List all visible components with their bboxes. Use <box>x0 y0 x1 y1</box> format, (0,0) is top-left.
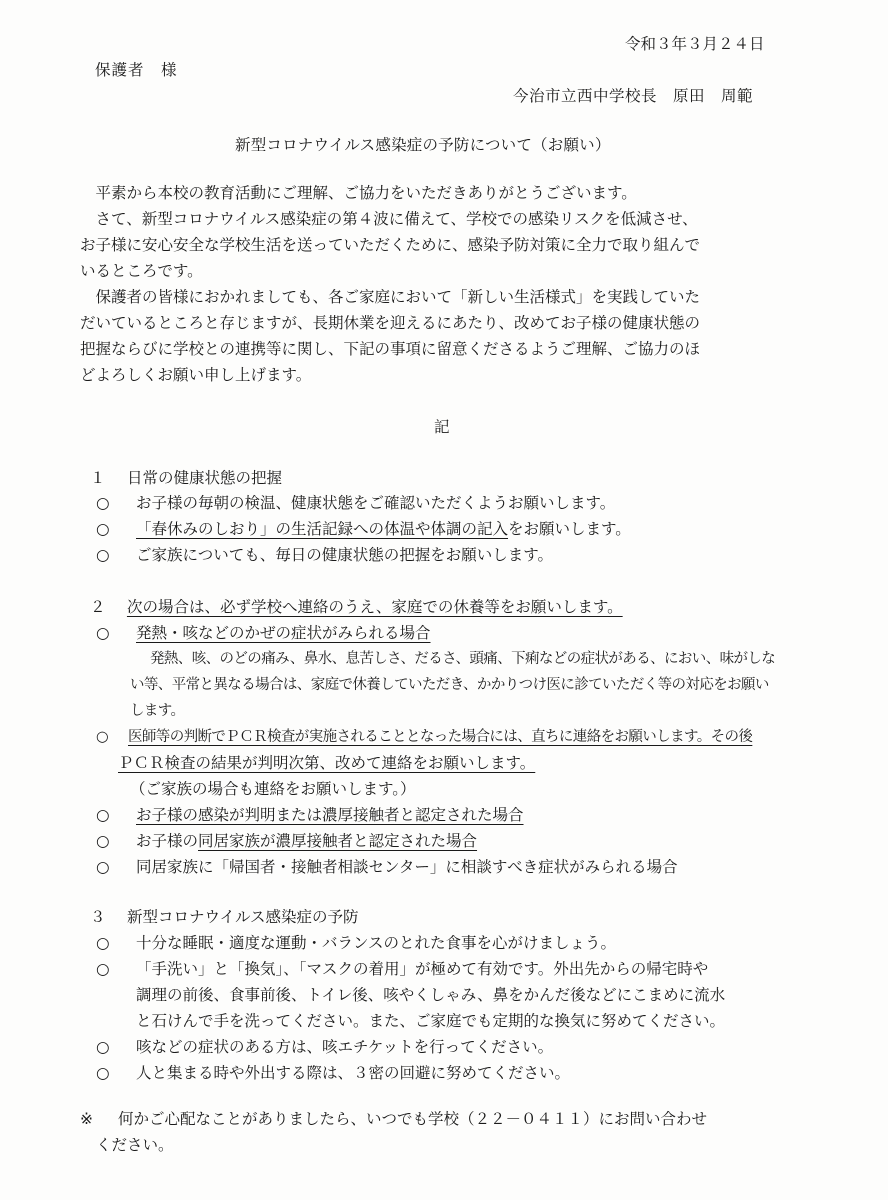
item-text: をお願いします。 <box>508 520 631 538</box>
circle-bullet: ○ <box>96 494 110 512</box>
intro-line: 保護者の皆様におかれましても、各ご家庭において「新しい生活様式」を実践していた <box>80 288 701 306</box>
section-number: １ <box>90 469 106 487</box>
intro-line: さて、新型コロナウイルス感染症の第４波に備えて、学校での感染リスクを低減させ、 <box>80 210 698 228</box>
intro-line: 把握ならびに学校との連携等に関し、下記の事項に留意くださるようご理解、ご協力のほ <box>80 340 701 358</box>
item-text: お子様の <box>136 832 199 850</box>
intro-line: だいているところと存じますが、長期休業を迎えるにあたり、改めてお子様の健康状態の <box>80 314 701 332</box>
intro-line: いるところです。 <box>80 262 203 280</box>
item-text: 人と集まる時や外出する際は、３密の回避に努めてください。 <box>136 1064 571 1082</box>
section-title: 新型コロナウイルス感染症の予防 <box>126 908 359 926</box>
circle-bullet: ○ <box>96 624 110 642</box>
item-continuation <box>118 751 535 773</box>
item-text: 同居家族に「帰国者・接触者相談センター」に相談すべき症状がみられる場合 <box>136 858 678 876</box>
circle-bullet: ○ <box>96 546 110 564</box>
circle-bullet: ○ <box>96 729 109 745</box>
item-detail-line: します。 <box>130 703 185 719</box>
item-note: （ご家族の場合も連絡をお願いします。） <box>130 780 416 798</box>
section-3-item <box>96 1061 570 1083</box>
section-2-item <box>96 621 431 643</box>
circle-bullet: ○ <box>96 520 110 538</box>
circle-bullet: ○ <box>96 1064 110 1082</box>
item-text-underlined: ＰＣＲ検査の結果が判明次第、改めて連絡をお願いします。 <box>118 754 536 772</box>
letter-addressee: 保護者 様 <box>95 61 178 79</box>
footer-line: ください。 <box>96 1136 174 1154</box>
section-number: ３ <box>90 908 106 926</box>
intro-line: 平素から本校の教育活動にご理解、ご協力をいただきありがとうございます。 <box>80 184 637 202</box>
section-2-item <box>96 829 477 851</box>
section-number: ２ <box>90 598 106 616</box>
item-continuation: と石けんで手を洗ってください。また、ご家庭でも定期的な換気に努めてください。 <box>136 1012 726 1030</box>
section-1-item <box>96 517 631 539</box>
section-3-item <box>96 957 708 979</box>
letter-date: 令和３年３月２４日 <box>625 35 765 53</box>
intro-paragraph <box>80 180 820 388</box>
section-title: 次の場合は、必ず学校へ連絡のうえ、家庭での休養等をお願いします。 <box>126 598 623 616</box>
item-text: 十分な睡眠・適度な運動・バランスのとれた食事を心がけましょう。 <box>136 934 617 952</box>
intro-line: どよろしくお願い申し上げます。 <box>80 366 312 384</box>
section-1-heading <box>80 466 282 488</box>
item-text: ご家族についても、毎日の健康状態の把握をお願いします。 <box>136 546 553 564</box>
item-text: 咳などの症状のある方は、咳エチケットを行ってください。 <box>136 1038 554 1056</box>
section-1-item <box>96 543 553 565</box>
ki-heading: 記 <box>434 418 450 436</box>
circle-bullet: ○ <box>96 806 110 824</box>
circle-bullet: ○ <box>96 858 110 876</box>
section-2-item <box>96 855 678 877</box>
item-text-underlined: 発熱・咳などのかぜの症状がみられる場合 <box>136 624 431 642</box>
note-mark: ※ <box>80 1110 93 1128</box>
circle-bullet: ○ <box>96 960 110 978</box>
circle-bullet: ○ <box>96 934 110 952</box>
circle-bullet: ○ <box>96 832 110 850</box>
item-text-underlined: お子様の感染が判明または濃厚接触者と認定された場合 <box>136 806 524 824</box>
letter-title: 新型コロナウイルス感染症の予防について（お願い） <box>235 136 611 154</box>
section-2-heading <box>80 595 623 617</box>
item-text-underlined: 同居家族が濃厚接触者と認定された場合 <box>198 832 478 850</box>
item-text-underlined: 医師等の判断でＰＣＲ検査が実施されることとなった場合には、直ちに連絡をお願いします。その後 <box>128 729 753 745</box>
section-2-item <box>96 725 752 746</box>
item-detail-line: い等、平常と異なる場合は、家庭で休養していただき、かかりつけ医に診ていただく等の対応をお願い <box>130 677 769 693</box>
item-detail-line: 発熱、咳、のどの痛み、鼻水、息苦しさ、だるさ、頭痛、下痢などの症状がある、におい、味がしな <box>150 651 776 667</box>
section-1-item <box>96 491 615 513</box>
footer-note <box>80 1107 707 1129</box>
item-text-underlined: 「春休みのしおり」の生活記録への体温や体調の記入 <box>136 520 509 538</box>
intro-line: お子様に安心安全な学校生活を送っていただくために、感染予防対策に全力で取り組んで <box>80 236 701 254</box>
item-text: 「手洗い」と「換気」、「マスクの着用」が極めて有効です。外出先からの帰宅時や <box>136 960 709 978</box>
section-3-heading <box>80 905 359 927</box>
section-3-item <box>96 931 616 953</box>
section-3-item <box>96 1035 553 1057</box>
item-text: お子様の毎朝の検温、健康状態をご確認いただくようお願いします。 <box>136 494 616 512</box>
letter-sender: 今治市立西中学校長 原田 周範 <box>513 87 754 105</box>
circle-bullet: ○ <box>96 1038 110 1056</box>
section-2-item <box>96 803 524 825</box>
item-continuation: 調理の前後、食事前後、トイレ後、咳やくしゃみ、鼻をかんだ後などにこまめに流水 <box>136 986 726 1004</box>
footer-line: 何かご心配なことがありましたら、いつでも学校（２２－０４１１）にお問い合わせ <box>118 1110 708 1128</box>
section-title: 日常の健康状態の把握 <box>126 469 282 487</box>
